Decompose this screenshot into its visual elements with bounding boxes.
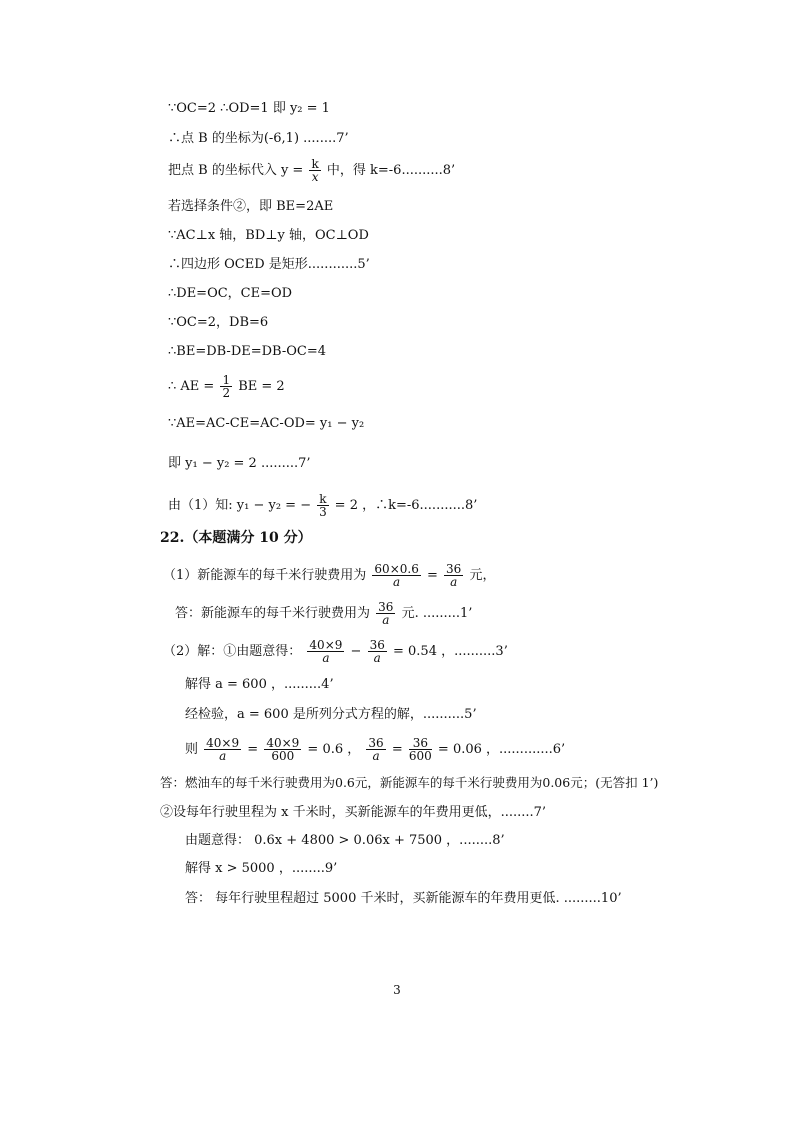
text: = 0.6 ， <box>307 742 361 757</box>
denominator: a <box>450 575 458 589</box>
line-rectangle: ∴四边形 OCED 是矩形............5’ <box>168 257 370 272</box>
line-de-ce: ∴DE=OC，CE=OD <box>168 286 293 301</box>
line-check: 经检验，a = 600 是所列分式方程的解，..........5’ <box>185 707 477 722</box>
denominator: 3 <box>319 505 327 519</box>
denominator: x <box>311 170 319 184</box>
fraction <box>366 737 385 762</box>
line-solve-a: 解得 a = 600 ，.........4’ <box>185 677 334 692</box>
text: ∴ AE = <box>168 379 215 394</box>
line-y1-y2: 即 y₁ − y₂ = 2 .........7’ <box>168 456 311 471</box>
equals: = <box>247 742 259 757</box>
denominator: a <box>382 613 390 627</box>
line-ae-equals: ∵AE=AC-CE=AC-OD= y₁ − y₂ <box>168 416 365 431</box>
text: 把点 B 的坐标代入 y = <box>168 163 304 178</box>
text: （2）解：①由题意得： <box>163 644 302 659</box>
fraction <box>264 737 301 762</box>
fraction <box>307 639 344 664</box>
numerator: 36 <box>409 737 432 750</box>
text: 答：新能源车的每千米行驶费用为 <box>175 606 371 621</box>
line-answer-1 <box>175 601 472 626</box>
numerator: 36 <box>446 562 462 576</box>
equals: = <box>426 568 438 583</box>
text: 由（1）知: y₁ − y₂ = − <box>168 498 312 513</box>
line-final-answer: 答： 每年行驶里程超过 5000 千米时，买新能源车的年费用更低. .........10’ <box>185 891 622 906</box>
denominator: a <box>219 749 227 763</box>
line-answer-2: 答：燃油车的每千米行驶费用为0.6元，新能源车的每千米行驶费用为0.06元；(无答扣 1’) <box>160 775 659 790</box>
fraction <box>444 563 463 588</box>
numerator: 40×9 <box>206 736 240 750</box>
fraction <box>376 601 395 626</box>
line-point-b: ∴点 B 的坐标为(-6,1) ........7’ <box>168 131 349 146</box>
text: BE = 2 <box>238 379 285 394</box>
numerator: 40×9 <box>309 638 343 652</box>
numerator: 1 <box>222 373 231 387</box>
text: 元. .........1’ <box>401 606 473 621</box>
line-ae-half-be <box>168 374 285 399</box>
page-number: 3 <box>393 983 401 997</box>
line-part-1 <box>163 563 495 588</box>
numerator: 60×0.6 <box>374 562 419 576</box>
text: 则 <box>185 742 199 757</box>
line-perpendicular: ∵AC⊥x 轴，BD⊥y 轴，OC⊥OD <box>168 228 369 243</box>
text: 中，得 k=-6..........8’ <box>326 163 456 178</box>
denominator: 600 <box>271 749 295 763</box>
denominator: a <box>393 575 401 589</box>
numerator: k <box>311 157 319 171</box>
fraction <box>204 737 241 762</box>
fraction-k-over-3 <box>317 493 328 518</box>
numerator: 40×9 <box>266 736 300 750</box>
numerator: 36 <box>378 600 394 614</box>
fraction <box>368 639 387 664</box>
text: = 0.54 ，..........3’ <box>393 644 508 659</box>
line-condition-2: 若选择条件②，即 BE=2AE <box>168 199 334 214</box>
question-22-heading: 22.（本题满分 10 分） <box>160 530 312 546</box>
denominator: a <box>373 651 381 665</box>
fraction <box>372 563 420 588</box>
line-solve-x: 解得 x > 5000 ，........9’ <box>185 861 338 876</box>
fraction <box>409 737 432 762</box>
line-part-2 <box>163 639 508 664</box>
equals: = <box>391 742 403 757</box>
numerator: 36 <box>368 736 384 750</box>
line-from-part-1 <box>168 493 477 518</box>
line-inequality: 由题意得： 0.6x + 4800 > 0.06x + 7500 ，........8’ <box>185 833 505 848</box>
line-oc-db: ∵OC=2，DB=6 <box>168 315 269 330</box>
fraction-one-half <box>220 374 232 399</box>
fraction-k-over-x <box>309 158 320 183</box>
line-then <box>185 737 565 762</box>
minus: − <box>350 644 362 659</box>
line-oc-od: ∵OC=2 ∴OD=1 即 y₂ = 1 <box>168 101 330 116</box>
denominator: a <box>372 749 380 763</box>
text: 元， <box>469 568 496 583</box>
text: （1）新能源车的每千米行驶费用为 <box>163 568 367 583</box>
line-be: ∴BE=DB-DE=DB-OC=4 <box>168 344 326 359</box>
line-set-mileage: ②设每年行驶里程为 x 千米时，买新能源车的年费用更低，........7’ <box>160 805 547 820</box>
numerator: 36 <box>369 638 385 652</box>
text: = 0.06 ，.............6’ <box>437 742 566 757</box>
numerator: k <box>319 492 327 506</box>
text: = 2 ，∴k=-6...........8’ <box>334 498 478 513</box>
denominator: 2 <box>222 386 231 400</box>
denominator: a <box>322 651 330 665</box>
denominator: 600 <box>408 749 432 763</box>
line-substitute-b <box>168 158 455 183</box>
